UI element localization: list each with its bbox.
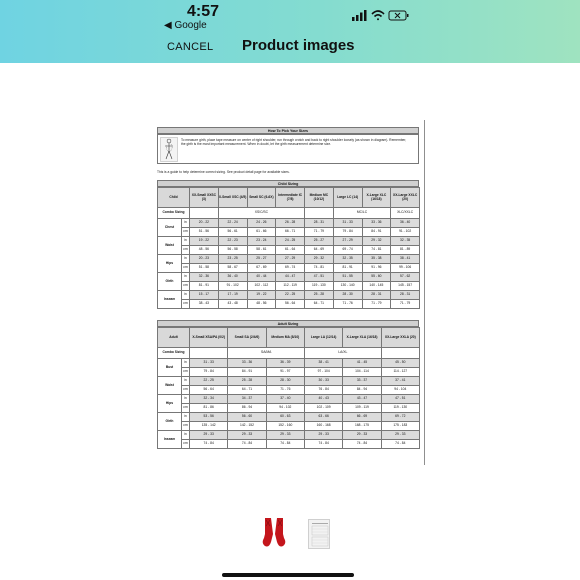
- size-value-cell: 109 - 119: [343, 404, 381, 413]
- size-value-cell: 41 - 45: [343, 359, 381, 368]
- combo-size-cell: XS/C/SC: [218, 208, 304, 219]
- size-value-cell: 29 - 32: [305, 255, 334, 264]
- size-value-cell: 25 - 27: [247, 255, 276, 264]
- combo-size-cell: LA/XL: [304, 348, 381, 359]
- size-value-cell: 25 - 27: [305, 237, 334, 246]
- size-value-cell: 91 - 102: [391, 228, 420, 237]
- unit-label: in: [182, 219, 190, 228]
- combo-size-cell: [305, 208, 334, 219]
- size-value-cell: 55 - 60: [362, 273, 391, 282]
- size-value-cell: 40 - 43: [304, 395, 342, 404]
- guide-note: This is a guide to help determine correct sizing. See product detail page for available sizes.: [157, 170, 290, 174]
- size-value-cell: 17 - 19: [218, 291, 247, 300]
- size-value-cell: 145 - 157: [391, 282, 420, 291]
- measurement-label: Hips: [158, 395, 182, 413]
- size-value-cell: 28 - 30: [333, 291, 362, 300]
- size-header: XX-Small XXSC (3): [190, 188, 219, 208]
- size-value-cell: 37 - 41: [381, 377, 419, 386]
- unit-label: in: [182, 413, 190, 422]
- unit-label: cm: [182, 368, 190, 377]
- size-value-cell: 97 - 104: [304, 368, 342, 377]
- size-value-cell: 27 - 29: [276, 255, 305, 264]
- size-value-cell: 26 - 28: [276, 219, 305, 228]
- size-value-cell: 22 - 23: [218, 237, 247, 246]
- size-value-cell: 91 - 97: [266, 368, 304, 377]
- size-value-cell: 32 - 35: [333, 255, 362, 264]
- measurement-label: Girth: [158, 273, 182, 291]
- size-value-cell: 61 - 66: [247, 228, 276, 237]
- measurement-label: Bust: [158, 359, 182, 377]
- combo-size-cell: [190, 348, 228, 359]
- size-value-cell: 32 - 36: [190, 273, 219, 282]
- size-value-cell: 60 - 63: [266, 413, 304, 422]
- unit-label: in: [182, 237, 190, 246]
- size-header: Intermediate IC (7/8): [276, 188, 305, 208]
- size-value-cell: 71 - 76: [333, 300, 362, 309]
- size-value-cell: 27 - 29: [333, 237, 362, 246]
- size-value-cell: 168 - 175: [343, 422, 381, 431]
- size-value-cell: 71 - 79: [391, 300, 420, 309]
- unit-label: cm: [182, 440, 190, 449]
- measurement-label: Inseam: [158, 291, 182, 309]
- size-value-cell: 81 - 91: [333, 264, 362, 273]
- adult-sizing-title: Adult Sizing: [157, 320, 419, 327]
- size-value-cell: 33 - 36: [362, 219, 391, 228]
- size-value-cell: 58 - 61: [247, 246, 276, 255]
- size-value-cell: 47 - 51: [305, 273, 334, 282]
- size-header: X-Small XSC (4/5): [218, 188, 247, 208]
- size-value-cell: 64 - 69: [305, 246, 334, 255]
- size-value-cell: 94 - 104: [381, 386, 419, 395]
- unit-label: in: [182, 377, 190, 386]
- size-value-cell: 23 - 24: [247, 237, 276, 246]
- size-value-cell: 25 - 28: [305, 291, 334, 300]
- cellular-signal-icon: [352, 10, 367, 21]
- size-value-cell: 67 - 69: [247, 264, 276, 273]
- back-to-google-link[interactable]: ◀ Google: [164, 20, 207, 31]
- table-corner-label: Child: [158, 188, 190, 208]
- size-value-cell: 56 - 64: [190, 386, 228, 395]
- instructions-text: To measure girth, place tape measure on center of right shoulder, run through crotch and back to right shoulder loosely (as shown in diagram). Remember, the girth is the most important measurement. When in doubt, let the girth measurement determine size.: [181, 138, 407, 147]
- size-value-cell: 119 - 130: [305, 282, 334, 291]
- size-value-cell: 84 - 91: [362, 228, 391, 237]
- combo-sizing-label: Combo Sizing: [158, 208, 190, 219]
- combo-size-cell: [381, 348, 419, 359]
- size-value-cell: 79 - 84: [333, 228, 362, 237]
- unit-label: in: [182, 255, 190, 264]
- size-value-cell: 119 - 130: [381, 404, 419, 413]
- unit-label: in: [182, 291, 190, 300]
- combo-size-cell: MC/LC: [333, 208, 391, 219]
- size-value-cell: 79 - 84: [190, 368, 228, 377]
- size-value-cell: 33 - 37: [343, 377, 381, 386]
- size-value-cell: 38 - 41: [304, 359, 342, 368]
- size-header: Medium MC (10/12): [305, 188, 334, 208]
- size-value-cell: 130 - 140: [333, 282, 362, 291]
- size-value-cell: 69 - 74: [276, 264, 305, 273]
- unit-label: cm: [182, 386, 190, 395]
- unit-label: in: [182, 273, 190, 282]
- size-value-cell: 35 - 38: [362, 255, 391, 264]
- size-value-cell: 29 - 33: [304, 431, 342, 440]
- size-value-cell: 57 - 62: [391, 273, 420, 282]
- size-value-cell: 22 - 25: [190, 377, 228, 386]
- unit-label: cm: [182, 404, 190, 413]
- size-value-cell: 69 - 72: [381, 413, 419, 422]
- unit-label: in: [182, 395, 190, 404]
- size-value-cell: 58 - 67: [218, 264, 247, 273]
- size-value-cell: 152 - 160: [266, 422, 304, 431]
- unit-label: in: [182, 431, 190, 440]
- size-header: X-Small XSA/PA (0/2): [190, 328, 228, 348]
- size-value-cell: 56 - 61: [218, 228, 247, 237]
- size-value-cell: 74 - 81: [362, 246, 391, 255]
- size-value-cell: 38 - 41: [391, 255, 420, 264]
- size-header: Large LC (14): [333, 188, 362, 208]
- size-header: X-Large XLC (16/18): [362, 188, 391, 208]
- size-value-cell: 86 - 94: [228, 404, 266, 413]
- measurement-label: Waist: [158, 377, 182, 395]
- size-value-cell: 29 - 33: [266, 431, 304, 440]
- size-value-cell: 22 - 25: [276, 291, 305, 300]
- size-value-cell: 81 - 89: [391, 246, 420, 255]
- size-value-cell: 34 - 37: [228, 395, 266, 404]
- size-value-cell: 160 - 168: [304, 422, 342, 431]
- doc-title: How To Pick Your Sizes: [157, 127, 419, 134]
- size-header: Large LA (12/14): [304, 328, 342, 348]
- size-header: Small SC (6-6X): [247, 188, 276, 208]
- table-corner-label: Adult: [158, 328, 190, 348]
- size-value-cell: 91 - 96: [362, 264, 391, 273]
- measurement-label: Inseam: [158, 431, 182, 449]
- size-value-cell: 140 - 145: [362, 282, 391, 291]
- size-value-cell: 56 - 60: [228, 413, 266, 422]
- size-value-cell: 43 - 48: [218, 300, 247, 309]
- unit-label: cm: [182, 422, 190, 431]
- size-value-cell: 48 - 56: [190, 246, 219, 255]
- size-value-cell: 51 - 56: [190, 228, 219, 237]
- size-value-cell: 45 - 50: [381, 359, 419, 368]
- size-value-cell: 28 - 31: [305, 219, 334, 228]
- measurement-label: Girth: [158, 413, 182, 431]
- measurement-label: Chest: [158, 219, 182, 237]
- size-value-cell: 22 - 24: [218, 219, 247, 228]
- size-value-cell: 74 - 84: [343, 440, 381, 449]
- size-value-cell: 71 - 79: [362, 300, 391, 309]
- size-value-cell: 74 - 84: [304, 440, 342, 449]
- size-value-cell: 69 - 74: [333, 246, 362, 255]
- size-value-cell: 74 - 81: [305, 264, 334, 273]
- size-value-cell: 142 - 152: [228, 422, 266, 431]
- size-value-cell: 25 - 28: [228, 377, 266, 386]
- size-value-cell: 81 - 86: [190, 404, 228, 413]
- size-value-cell: 74 - 84: [228, 440, 266, 449]
- cancel-button[interactable]: CANCEL: [167, 41, 214, 53]
- size-value-cell: 66 - 71: [276, 228, 305, 237]
- measurement-label: Hips: [158, 255, 182, 273]
- size-value-cell: 64 - 71: [228, 386, 266, 395]
- size-value-cell: 29 - 33: [343, 431, 381, 440]
- size-header: X-Large XLA (16/18): [343, 328, 381, 348]
- size-value-cell: 44 - 47: [276, 273, 305, 282]
- size-header: XX-Large XXLC (20): [391, 188, 420, 208]
- size-value-cell: 30 - 33: [304, 377, 342, 386]
- unit-label: cm: [182, 282, 190, 291]
- size-value-cell: 102 - 109: [304, 404, 342, 413]
- size-value-cell: 29 - 33: [381, 431, 419, 440]
- size-value-cell: 74 - 84: [266, 440, 304, 449]
- size-value-cell: 51 - 58: [190, 264, 219, 273]
- size-value-cell: 38 - 43: [190, 300, 219, 309]
- page-title: Product images: [242, 37, 355, 54]
- size-value-cell: 112 - 119: [276, 282, 305, 291]
- child-sizing-title: Child Sizing: [157, 180, 419, 187]
- document-edge: [424, 120, 425, 465]
- size-value-cell: 31 - 33: [190, 359, 228, 368]
- size-value-cell: 84 - 94: [343, 386, 381, 395]
- size-value-cell: 135 - 142: [190, 422, 228, 431]
- size-value-cell: 47 - 51: [381, 395, 419, 404]
- size-value-cell: 15 - 17: [190, 291, 219, 300]
- size-value-cell: 64 - 71: [305, 300, 334, 309]
- size-value-cell: 51 - 55: [333, 273, 362, 282]
- size-value-cell: 20 - 22: [190, 219, 219, 228]
- size-value-cell: 28 - 31: [362, 291, 391, 300]
- size-chart-thumbnail[interactable]: [308, 519, 330, 549]
- size-value-cell: 61 - 64: [276, 246, 305, 255]
- unit-label: cm: [182, 300, 190, 309]
- size-header: Medium MA (8/10): [266, 328, 304, 348]
- size-value-cell: 81 - 91: [190, 282, 219, 291]
- size-value-cell: 37 - 40: [266, 395, 304, 404]
- red-gloves-thumbnail[interactable]: [259, 516, 289, 550]
- size-value-cell: 40 - 44: [247, 273, 276, 282]
- status-time: 4:57: [187, 3, 220, 20]
- home-indicator[interactable]: [222, 573, 354, 577]
- size-header: Small SA (2/4/6): [228, 328, 266, 348]
- combo-sizing-label: Combo Sizing: [158, 348, 190, 359]
- size-value-cell: 24 - 26: [247, 219, 276, 228]
- size-value-cell: 71 - 76: [266, 386, 304, 395]
- body-measurement-figure-icon: [160, 137, 178, 162]
- size-value-cell: 32 - 34: [190, 395, 228, 404]
- size-value-cell: 23 - 25: [218, 255, 247, 264]
- size-value-cell: 91 - 102: [218, 282, 247, 291]
- size-header: XX-Large XXLA (20): [381, 328, 419, 348]
- app-header: [0, 0, 580, 63]
- size-value-cell: 94 - 102: [266, 404, 304, 413]
- unit-label: cm: [182, 246, 190, 255]
- size-value-cell: 104 - 114: [343, 368, 381, 377]
- combo-size-cell: [190, 208, 219, 219]
- size-value-cell: 19 - 22: [190, 237, 219, 246]
- size-value-cell: 56 - 58: [218, 246, 247, 255]
- size-value-cell: 19 - 22: [247, 291, 276, 300]
- size-value-cell: 31 - 33: [333, 219, 362, 228]
- size-value-cell: 74 - 84: [190, 440, 228, 449]
- size-value-cell: 32 - 35: [391, 237, 420, 246]
- size-chart-thumbnail-graphic: [309, 520, 331, 550]
- size-value-cell: 28 - 30: [266, 377, 304, 386]
- unit-label: in: [182, 359, 190, 368]
- size-value-cell: 76 - 84: [304, 386, 342, 395]
- adult-size-table: [157, 327, 420, 449]
- size-value-cell: 24 - 25: [276, 237, 305, 246]
- battery-icon: [389, 11, 409, 20]
- size-value-cell: 71 - 79: [305, 228, 334, 237]
- wifi-icon: [372, 11, 384, 20]
- unit-label: cm: [182, 264, 190, 273]
- size-value-cell: 29 - 33: [190, 431, 228, 440]
- size-value-cell: 53 - 56: [190, 413, 228, 422]
- unit-label: cm: [182, 228, 190, 237]
- size-value-cell: 29 - 33: [228, 431, 266, 440]
- size-value-cell: 175 - 183: [381, 422, 419, 431]
- size-value-cell: 36 - 40: [218, 273, 247, 282]
- status-icons: [352, 8, 412, 22]
- size-value-cell: 36 - 40: [391, 219, 420, 228]
- instructions-box: [157, 134, 419, 164]
- size-value-cell: 48 - 56: [247, 300, 276, 309]
- size-value-cell: 66 - 69: [343, 413, 381, 422]
- size-value-cell: 29 - 32: [362, 237, 391, 246]
- size-value-cell: 36 - 39: [266, 359, 304, 368]
- size-value-cell: 33 - 36: [228, 359, 266, 368]
- size-value-cell: 74 - 84: [381, 440, 419, 449]
- size-value-cell: 43 - 47: [343, 395, 381, 404]
- size-value-cell: 99 - 106: [391, 264, 420, 273]
- size-value-cell: 63 - 66: [304, 413, 342, 422]
- measurement-label: Waist: [158, 237, 182, 255]
- size-value-cell: 20 - 23: [190, 255, 219, 264]
- size-value-cell: 56 - 64: [276, 300, 305, 309]
- size-value-cell: 102 - 112: [247, 282, 276, 291]
- size-value-cell: 28 - 31: [391, 291, 420, 300]
- size-value-cell: 114 - 127: [381, 368, 419, 377]
- size-value-cell: 84 - 91: [228, 368, 266, 377]
- combo-size-cell: XLC/XXLC: [391, 208, 420, 219]
- child-size-table: [157, 187, 420, 309]
- combo-size-cell: SA/MA: [228, 348, 305, 359]
